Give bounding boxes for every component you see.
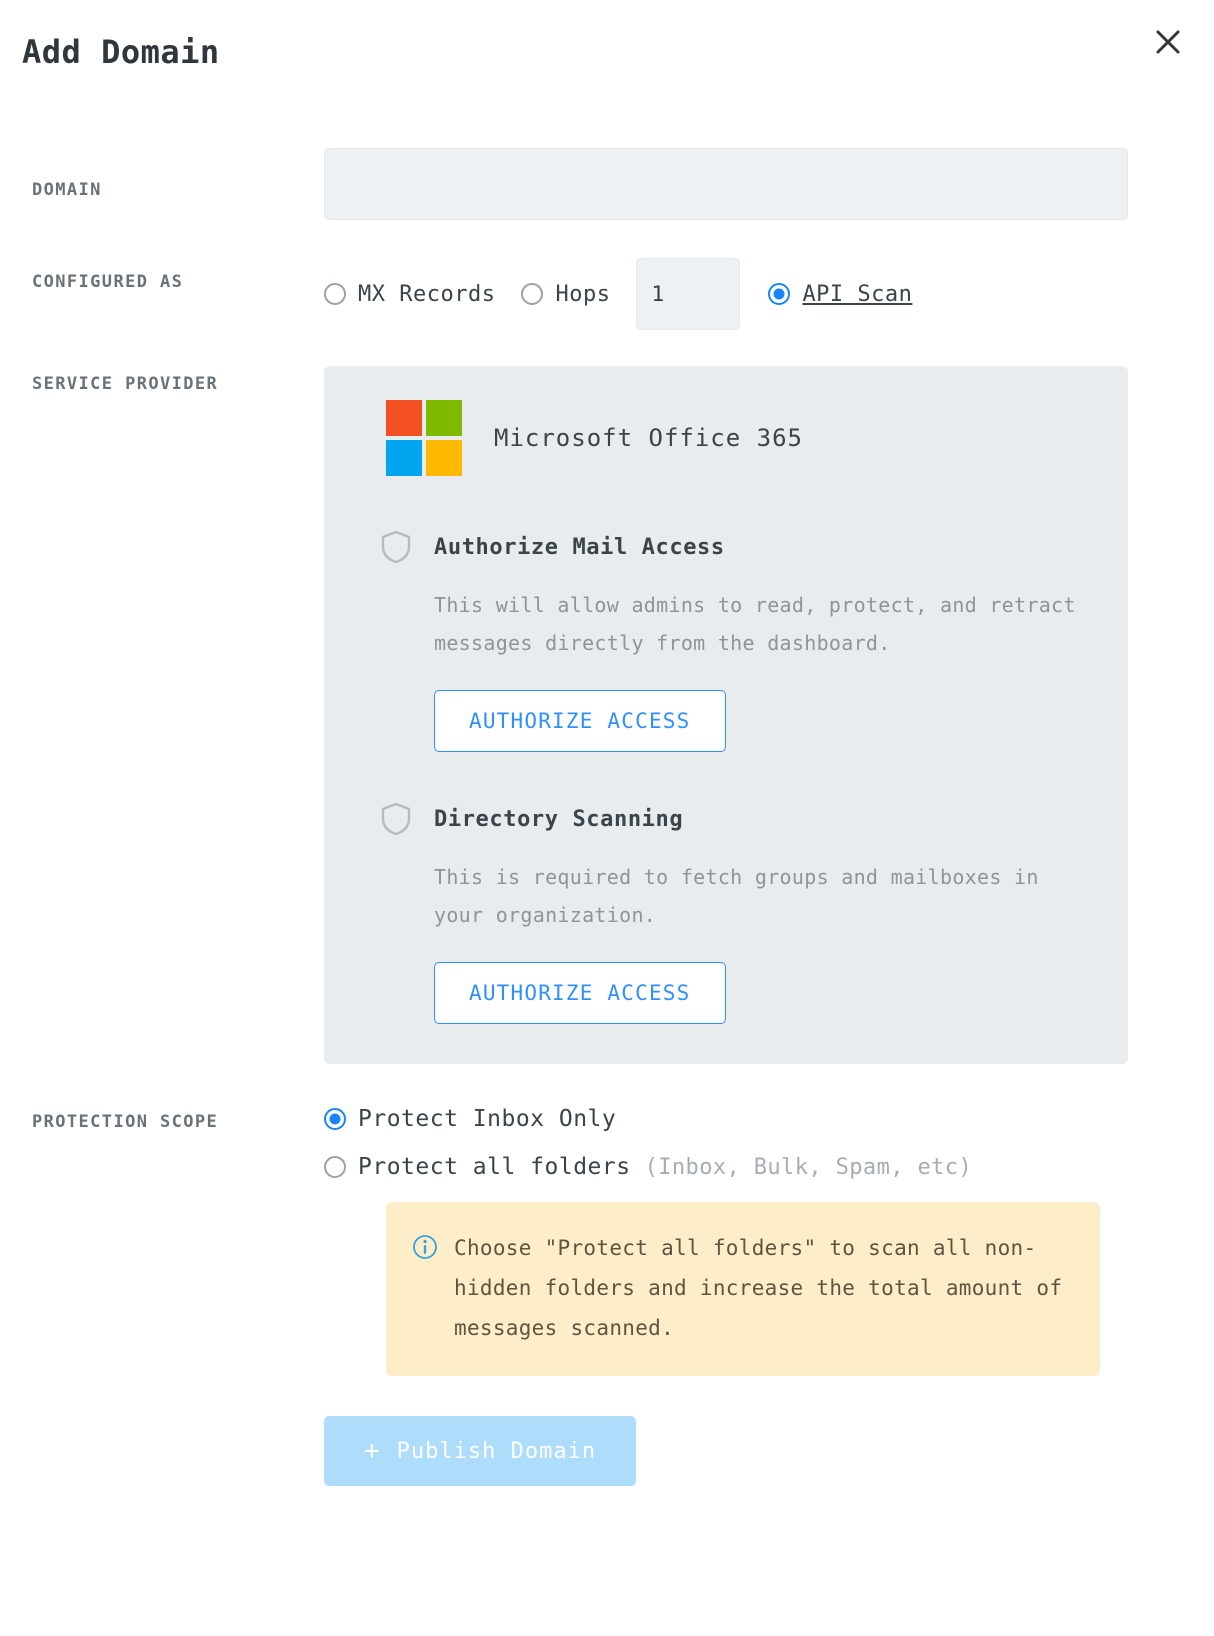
radio-protect-all-folders-label: Protect all folders [358, 1154, 631, 1180]
service-provider-panel [324, 366, 1128, 1064]
publish-domain-label: Publish Domain [396, 1438, 597, 1464]
radio-protect-all-folders[interactable] [324, 1154, 1184, 1180]
protection-scope-info-text: Choose "Protect all folders" to scan all non-hidden folders and increase the total amount of messages scanned. [454, 1236, 1063, 1340]
directory-scanning-description: This is required to fetch groups and mailboxes in your organization. [434, 865, 1039, 927]
publish-domain-button[interactable] [324, 1416, 636, 1486]
authorize-mail-access-button[interactable]: AUTHORIZE ACCESS [434, 690, 726, 752]
radio-api-scan-label: API Scan [802, 281, 913, 307]
dialog-header [0, 0, 1214, 100]
provider-header [358, 400, 1094, 476]
radio-mx-records[interactable] [324, 282, 495, 307]
configured-as-label: CONFIGURED AS [32, 272, 184, 292]
radio-protect-inbox-only-indicator [324, 1108, 346, 1130]
directory-scanning-title: Directory Scanning [434, 806, 684, 832]
radio-hops[interactable] [521, 282, 610, 307]
service-provider-label: SERVICE PROVIDER [32, 374, 219, 394]
domain-field-wrap [324, 148, 1184, 220]
configured-as-field [324, 258, 1184, 330]
microsoft-logo-icon [386, 400, 462, 476]
authorize-mail-access-description: This will allow admins to read, protect, and retract messages directly from the dashboard. [434, 593, 1076, 655]
protection-scope-info-box [386, 1202, 1100, 1376]
radio-hops-indicator [521, 283, 543, 305]
radio-protect-inbox-only[interactable] [324, 1106, 1184, 1132]
shield-icon [380, 530, 412, 564]
provider-name: Microsoft Office 365 [494, 424, 803, 452]
info-icon [412, 1234, 438, 1260]
protection-scope-label: PROTECTION SCOPE [32, 1112, 219, 1132]
service-provider-row [0, 366, 1214, 1064]
close-icon[interactable] [1148, 22, 1188, 62]
domain-row [0, 148, 1214, 220]
hops-input[interactable] [636, 258, 740, 330]
domain-input[interactable] [324, 148, 1128, 220]
page-title: Add Domain [22, 33, 220, 71]
authorize-mail-access-block [358, 530, 1094, 752]
radio-protect-all-folders-indicator [324, 1156, 346, 1178]
directory-scanning-block [358, 802, 1094, 1024]
protection-scope-row [0, 1106, 1214, 1376]
authorize-mail-access-title: Authorize Mail Access [434, 534, 725, 560]
radio-protect-all-folders-hint: (Inbox, Bulk, Spam, etc) [644, 1154, 973, 1180]
protection-scope-field [324, 1106, 1184, 1376]
radio-mx-records-label: MX Records [358, 281, 496, 307]
radio-api-scan-indicator [768, 283, 790, 305]
shield-icon [380, 802, 412, 836]
radio-hops-label: Hops [555, 281, 611, 307]
configured-as-row [0, 258, 1214, 330]
directory-scanning-header [380, 802, 1094, 836]
plus-icon: + [364, 1436, 381, 1466]
radio-api-scan[interactable] [768, 282, 912, 307]
directory-scanning-button[interactable]: AUTHORIZE ACCESS [434, 962, 726, 1024]
radio-mx-records-indicator [324, 283, 346, 305]
authorize-mail-access-header [380, 530, 1094, 564]
dialog-footer [0, 1416, 1214, 1486]
domain-label: DOMAIN [32, 180, 102, 200]
radio-protect-inbox-only-label: Protect Inbox Only [358, 1106, 617, 1132]
service-provider-field [324, 366, 1184, 1064]
